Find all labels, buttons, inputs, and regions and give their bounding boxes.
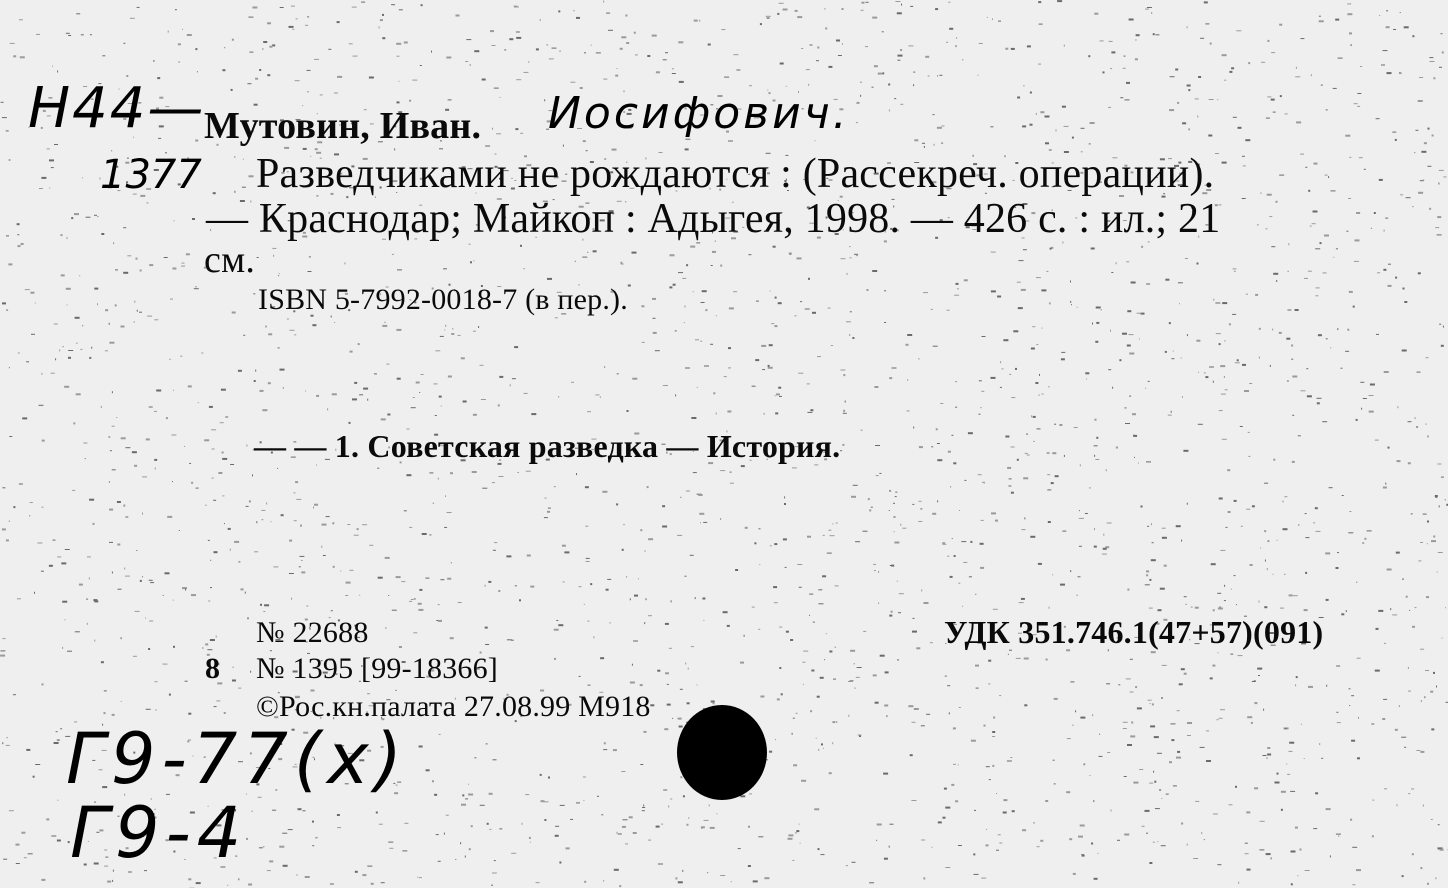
subject-heading: — — 1. Советская разведка — История. xyxy=(254,428,841,464)
copies-count: 8 xyxy=(205,652,221,685)
registration-number: № 1395 [99-18366] xyxy=(256,652,498,685)
isbn: ISBN 5-7992-0018-7 (в пер.). xyxy=(258,283,628,316)
handwritten-note-2: Г9-4 xyxy=(70,792,248,874)
record-number: № 22688 xyxy=(256,616,369,649)
handwritten-note-1: Г9-77(х) xyxy=(66,718,408,800)
author-patronymic-handwritten: Иосифович. xyxy=(548,88,850,139)
author-name: Мутовин, Иван. xyxy=(204,105,482,147)
title-line-3: см. xyxy=(204,239,256,281)
title-line-1: Разведчиками не рождаются : (Рассекреч. операции). xyxy=(256,151,1215,197)
title-line-2: — Краснодар; Майкоп : Адыгея, 1998. — 426 с. : ил.; 21 xyxy=(206,196,1221,242)
call-number-line1: Н44— xyxy=(28,76,206,141)
udc-classification: УДК 351.746.1(47+57)(091) xyxy=(944,614,1324,650)
punch-hole xyxy=(677,705,767,800)
call-number-line2: 1377 xyxy=(100,152,202,198)
book-chamber-imprint: ©Рос.кн.палата 27.08.99 М918 xyxy=(256,690,651,723)
